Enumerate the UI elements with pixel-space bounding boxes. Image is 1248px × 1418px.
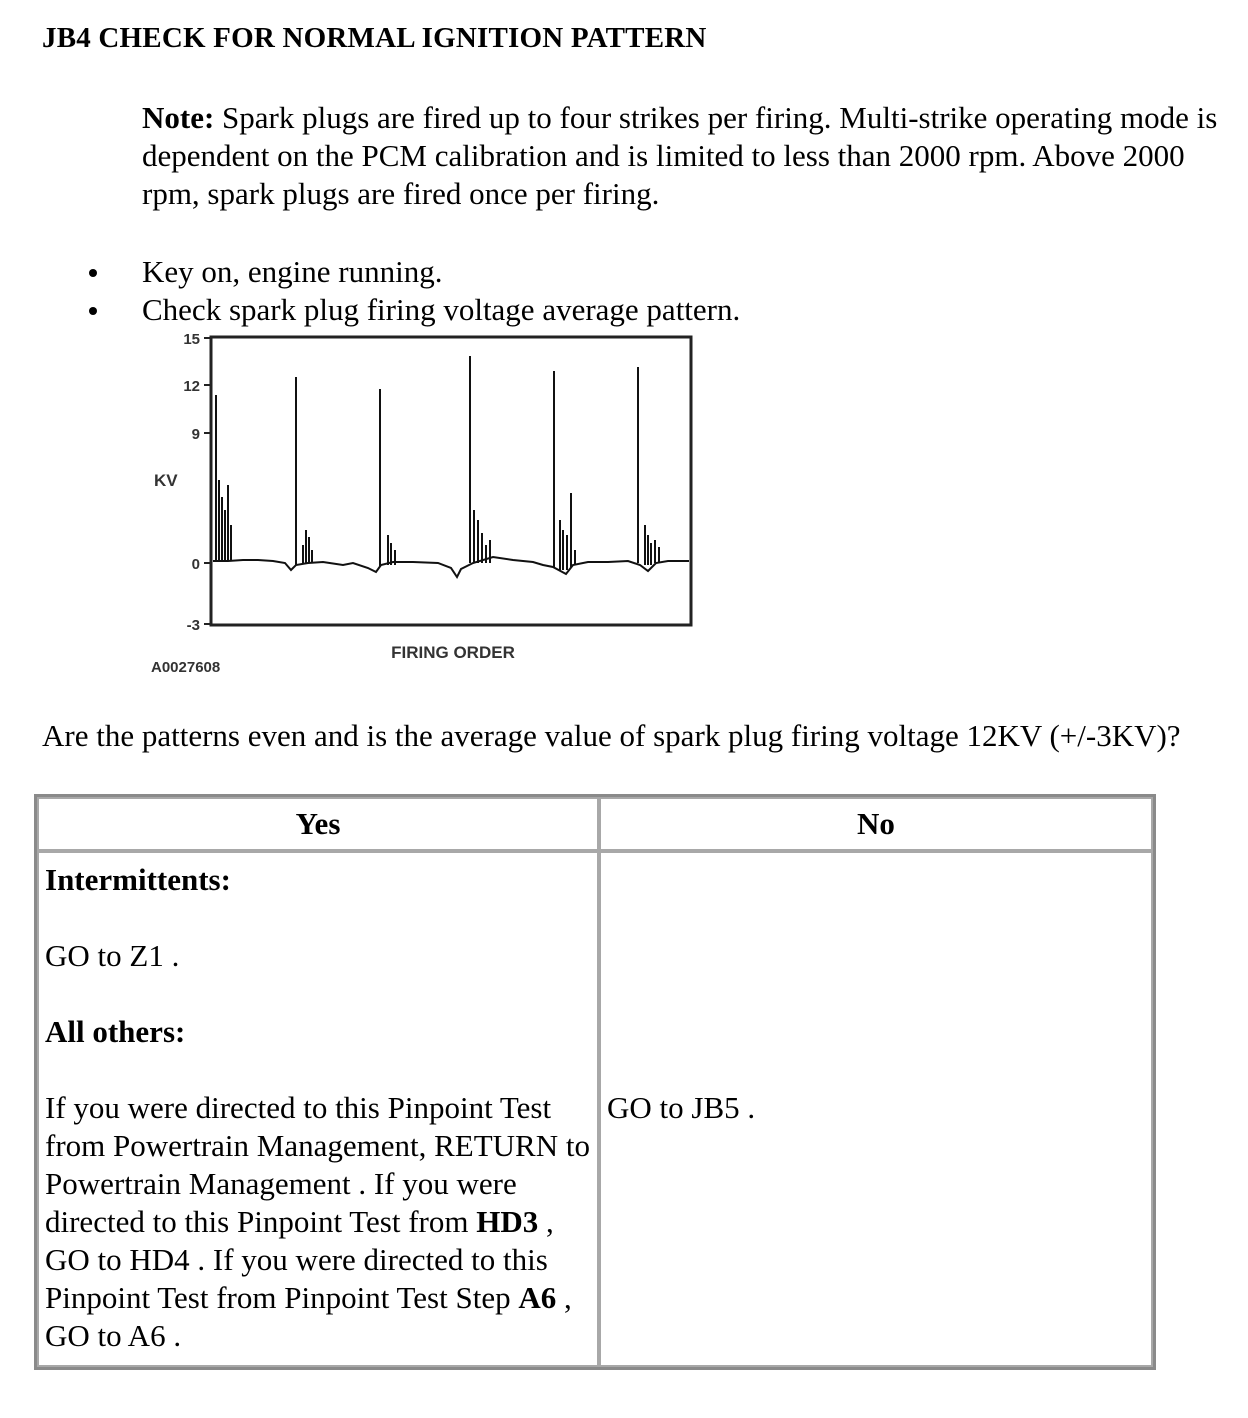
spark-spike-group [216,395,231,561]
note-paragraph [142,99,1222,213]
step-ref-a6: A6 [518,1280,557,1315]
header-no: No [599,797,1153,851]
bullet-dot-icon [89,269,97,277]
note-label: Note: [142,100,215,135]
header-yes: Yes [37,797,599,851]
spark-spike-group [470,356,490,563]
bullet-list [0,253,740,329]
bullet-dot-icon [89,307,97,315]
intermittents-action: GO to Z1 . [45,938,180,973]
spark-spike-group [296,377,312,565]
bullet-item: Check spark plug firing voltage average pattern. [0,291,740,329]
bullet-item: Key on, engine running. [0,253,740,291]
y-tick-label: 0 [191,556,200,573]
y-tick-label: 9 [191,426,200,443]
y-tick-label: 15 [183,331,200,348]
figure-id: A0027608 [151,659,221,676]
y-axis-label: KV [154,471,178,490]
yes-cell [37,851,599,1367]
spark-spike-group [638,367,659,565]
table-row [37,851,1153,1367]
step-ref-hd3: HD3 [476,1204,539,1239]
decision-table [34,794,1156,1370]
others-heading: All others: [45,1014,186,1049]
y-tick-label: 12 [183,378,200,395]
no-cell [599,851,1153,1367]
x-axis-label: FIRING ORDER [391,643,515,662]
spark-spike-group [554,371,575,570]
note-text: Spark plugs are fired up to four strikes per firing. Multi-strike operating mode is dependent on the PCM calibration and is limited to less than 2000 rpm. Above 2000 rpm, spark plugs are fired once per firing. [142,100,1218,211]
y-tick-label: -3 [186,617,200,634]
ignition-pattern-figure [148,325,708,685]
plot-frame [211,337,691,625]
page-title: JB4 CHECK FOR NORMAL IGNITION PATTERN [42,22,707,54]
intermittents-heading: Intermittents: [45,862,231,897]
others-instructions: If you were directed to this Pinpoint Test from Powertrain Management, RETURN to Powertrain Management . If you were directed to this Pinpoint Test from HD3 , GO to HD4 . If you were directed to this Pinpoint Test from Pinpoint Test Step A6 , GO to A6 . [45,1090,590,1353]
waveform-baseline [213,557,689,577]
table-header-row [37,797,1153,851]
spark-spike-group [380,389,395,567]
no-action: GO to JB5 . [607,1090,756,1125]
question-text: Are the patterns even and is the average value of spark plug firing voltage 12KV (+/-3KV)? [42,718,1181,753]
